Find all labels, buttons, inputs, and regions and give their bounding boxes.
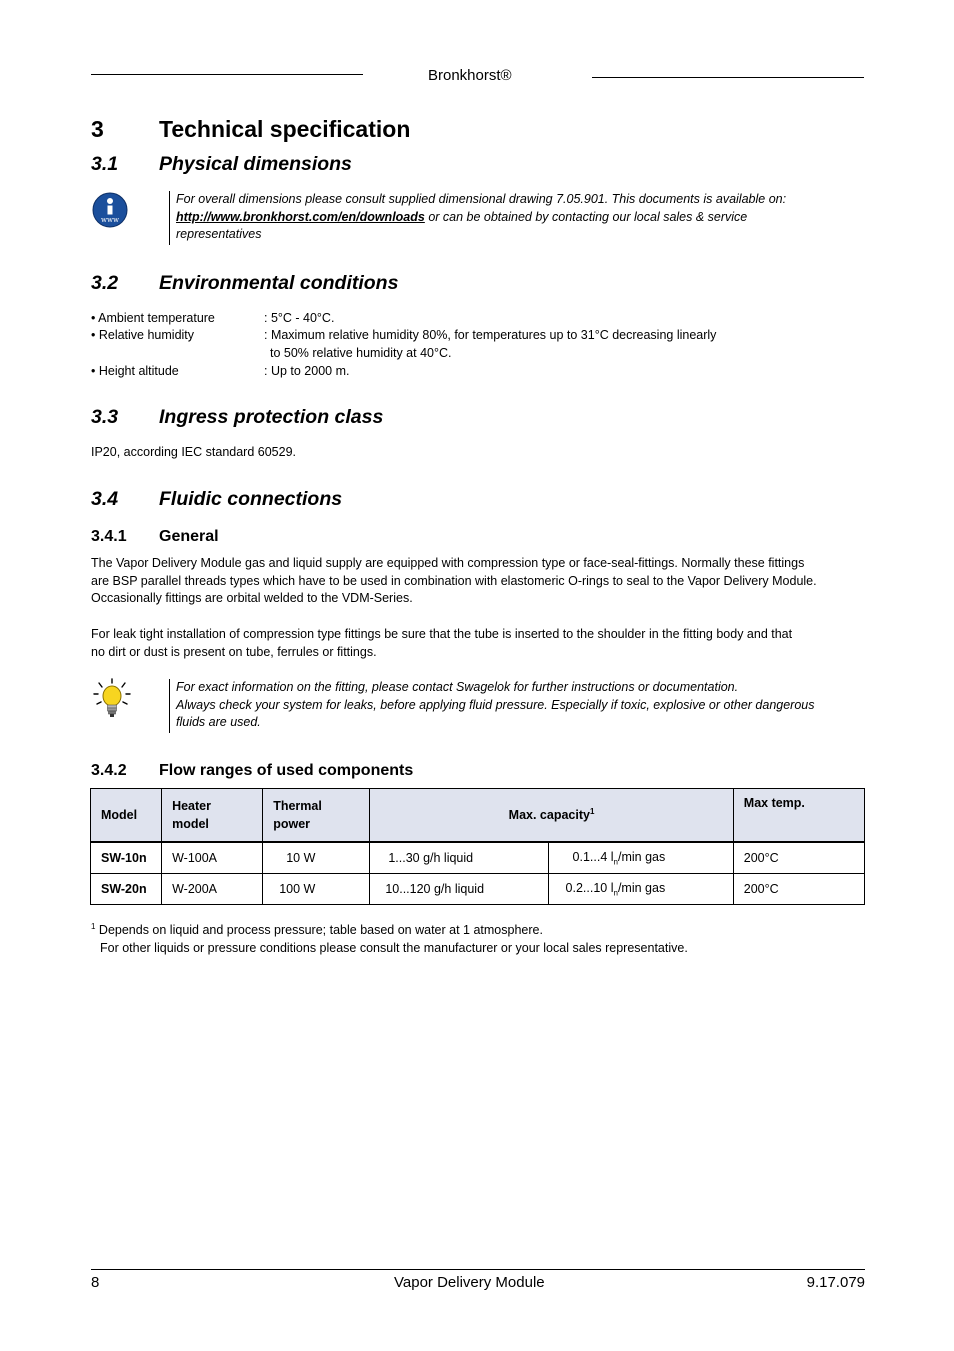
footnote-text-1: Depends on liquid and process pressure; table based on water at 1 atmosphere.	[95, 923, 543, 938]
header-heater-model	[162, 789, 263, 843]
env-value-1: : 5°C - 40°C.	[264, 311, 335, 325]
lightbulb-icon	[92, 678, 132, 720]
env-value-2: : Maximum relative humidity 80%, for temperatures up to 31°C decreasing linearly	[264, 328, 717, 342]
general-paragraph-2	[91, 626, 871, 661]
flow-ranges-table	[90, 788, 865, 905]
section-3-4-title: Fluidic connections	[159, 488, 343, 510]
general-p1-line-1: The Vapor Delivery Module gas and liquid supply are equipped with compression type or face-seal-fittings. Normally these fittings	[91, 556, 805, 570]
footer-doc-number: 9.17.079	[806, 1274, 865, 1291]
cell-gas-a: 0.1...4 l	[572, 849, 614, 864]
header-rule-left	[91, 74, 363, 75]
table-row	[91, 874, 865, 905]
cell-heater: W-200A	[162, 874, 263, 905]
footer-title: Vapor Delivery Module	[394, 1274, 545, 1291]
note-3-1-line-2-rest: or can be obtained by contacting our local sales & service	[424, 209, 748, 224]
header-heater-line-1: Heater	[172, 799, 211, 813]
footnote-mark: 1	[91, 922, 96, 931]
section-3-4-2-title: Flow ranges of used components	[159, 762, 414, 779]
tip-line-3: fluids are used.	[176, 715, 261, 729]
section-3-4-1-title: General	[159, 528, 219, 545]
note-3-1-line-1: For overall dimensions please consult supplied dimensional drawing 7.05.901. This documents is available on:	[176, 192, 787, 206]
table-row	[91, 842, 865, 874]
cell-gas	[548, 842, 733, 874]
note-3-1	[176, 191, 866, 244]
cell-gas-a: 0.2...10 l	[565, 880, 614, 895]
section-3-1-title: Physical dimensions	[159, 153, 352, 175]
page-number: 8	[91, 1274, 100, 1291]
tip-line-2: Always check your system for leaks, before applying fluid pressure. Especially if toxic, explosive or other dangerous	[176, 697, 815, 712]
section-3-3-title: Ingress protection class	[159, 406, 384, 428]
cell-gas	[548, 874, 733, 905]
ingress-text: IP20, according IEC standard 60529.	[91, 445, 296, 459]
note-bar-3-1	[169, 191, 170, 245]
general-paragraph-1	[91, 555, 871, 608]
cell-power: 100 W	[263, 874, 370, 905]
env-label-3: • Height altitude	[91, 364, 179, 378]
table-header-row	[91, 789, 865, 843]
cell-gas-sub: n	[613, 857, 618, 867]
cell-model: SW-10n	[91, 842, 162, 874]
header-rule-right	[592, 77, 864, 78]
general-p2-line-1: For leak tight installation of compression type fittings be sure that the tube is inserted to the shoulder in the fitting body and that	[91, 627, 793, 641]
cell-gas-b: /min gas	[618, 849, 666, 864]
cell-temp: 200°C	[733, 874, 864, 905]
header-max-temp: Max temp.	[733, 789, 864, 843]
section-3-1-number: 3.1	[91, 153, 119, 175]
section-3-2-title: Environmental conditions	[159, 272, 399, 294]
tip-note	[176, 679, 866, 732]
header-thermal-power	[263, 789, 370, 843]
tip-bar	[169, 679, 170, 733]
env-value-3: : Up to 2000 m.	[264, 364, 350, 378]
header-thermal-line-2: power	[273, 817, 311, 831]
footnote-line-2: For other liquids or pressure conditions please consult the manufacturer or your local sales representative.	[100, 940, 688, 955]
section-3-4-1-number: 3.4.1	[91, 528, 127, 545]
section-3-4-number: 3.4	[91, 488, 119, 510]
section-3-4-2-number: 3.4.2	[91, 762, 127, 779]
cell-gas-sub: n	[613, 888, 618, 898]
header-thermal-line-1: Thermal	[273, 799, 322, 813]
env-label-2: • Relative humidity	[91, 328, 195, 342]
cell-model: SW-20n	[91, 874, 162, 905]
downloads-link[interactable]: http://www.bronkhorst.com/en/downloads	[176, 209, 425, 224]
general-p1-line-2: are BSP parallel threads types which have to be used in combination with elastomeric O-rings to seal to the Vapor Delivery Module.	[91, 573, 817, 588]
footnote-1	[91, 918, 871, 957]
footnote-ref: 1	[589, 807, 595, 817]
cell-heater: W-100A	[162, 842, 263, 874]
info-www-icon	[92, 192, 128, 228]
chapter-number: 3	[91, 116, 104, 142]
cell-gas-b: /min gas	[617, 880, 666, 895]
cell-liquid: 1...30 g/h liquid	[370, 842, 548, 874]
section-3-2-number: 3.2	[91, 272, 119, 294]
cell-temp: 200°C	[733, 842, 864, 874]
cell-power: 10 W	[263, 842, 370, 874]
env-value-2b: to 50% relative humidity at 40°C.	[270, 346, 452, 360]
footer-rule	[91, 1269, 865, 1270]
general-p2-line-2: no dirt or dust is present on tube, ferrules or fittings.	[91, 644, 377, 659]
cell-liquid: 10...120 g/h liquid	[370, 874, 548, 905]
note-3-1-line-3: representatives	[176, 227, 262, 241]
header-brand: Bronkhorst®	[428, 67, 512, 84]
section-3-3-number: 3.3	[91, 406, 119, 428]
note-3-1-line-2	[176, 209, 866, 227]
header-heater-line-2: model	[172, 817, 209, 831]
header-max-capacity-text: Max. capacity	[508, 808, 590, 823]
chapter-title: Technical specification	[159, 116, 411, 142]
header-max-capacity	[370, 789, 733, 843]
svg-text:www: www	[101, 216, 119, 224]
footnote-line-1	[91, 918, 871, 940]
tip-line-1: For exact information on the fitting, please contact Swagelok for further instructions or documentation.	[176, 680, 739, 694]
general-p1-line-3: Occasionally fittings are orbital welded to the VDM-Series.	[91, 591, 413, 605]
header-model: Model	[91, 789, 162, 843]
env-label-1: • Ambient temperature	[91, 311, 215, 325]
